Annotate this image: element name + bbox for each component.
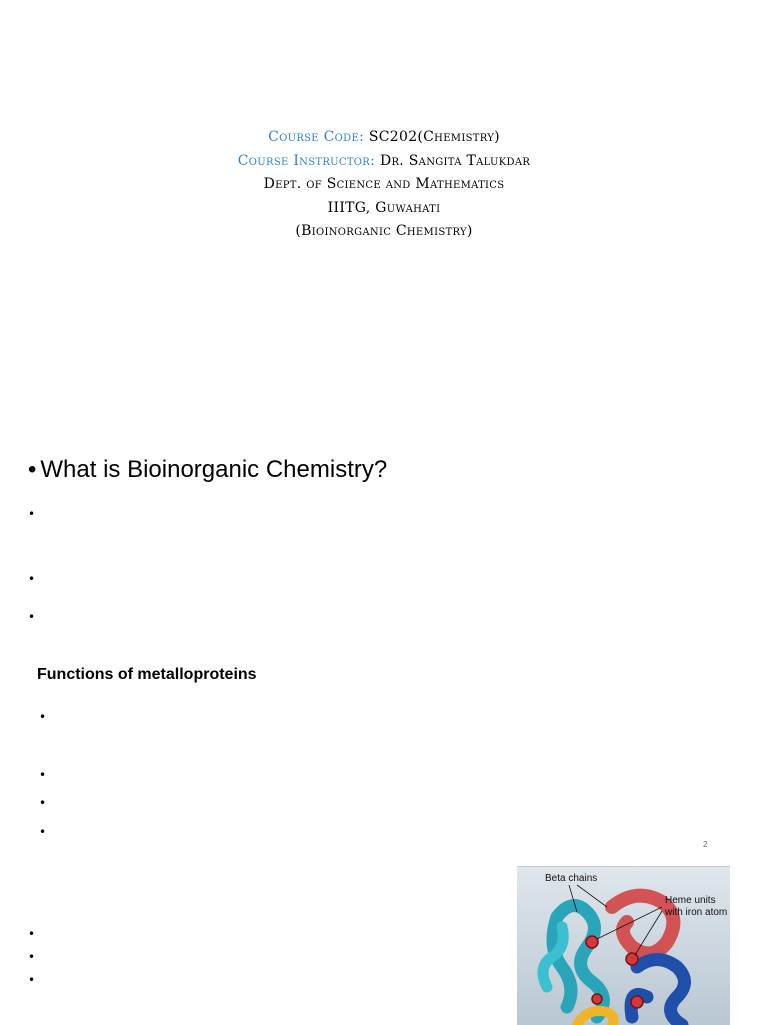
slide-heading xyxy=(28,456,387,484)
course-code-value: SC202(Chemistry) xyxy=(368,129,500,145)
instructor-line xyxy=(0,150,768,174)
instructor-value: Dr. Sangita Talukdar xyxy=(379,152,531,169)
subheading: Functions of metalloproteins xyxy=(37,666,257,683)
page-number: 2 xyxy=(703,840,708,849)
hemoglobin-illustration xyxy=(517,867,730,1025)
bullet-icon: • xyxy=(28,507,36,521)
bullet-icon: • xyxy=(39,825,47,839)
bullet-icon: • xyxy=(28,973,36,987)
bullet-icon: • xyxy=(28,927,36,941)
bullet-icon: • xyxy=(39,710,47,724)
course-code-line xyxy=(0,126,768,150)
heme-unit xyxy=(592,994,602,1004)
instructor-label: Course Instructor: xyxy=(237,152,376,169)
topic: (Bioinorganic Chemistry) xyxy=(295,223,473,239)
bullet-icon: • xyxy=(28,610,36,624)
department: Dept. of Science and Mathematics xyxy=(263,176,505,192)
bullet-icon: • xyxy=(39,796,47,810)
beta-chains-label: Beta chains xyxy=(545,873,598,884)
bullet-icon: • xyxy=(28,950,36,964)
institute: IIITG, Guwahati xyxy=(327,199,441,216)
bullet-icon: • xyxy=(39,768,47,782)
heading-text: What is Bioinorganic Chemistry? xyxy=(40,456,388,483)
title-block xyxy=(0,126,768,244)
heme-unit xyxy=(631,996,643,1008)
heme-unit xyxy=(626,953,638,965)
hemoglobin-figure xyxy=(517,866,730,1025)
course-code-label: Course Code: xyxy=(268,129,365,145)
heme-unit xyxy=(586,936,598,948)
heme-units-label-1: Heme units xyxy=(665,895,716,906)
bullet-icon: • xyxy=(28,572,36,586)
bullet-icon: • xyxy=(28,456,37,483)
heme-units-label-2: with iron atom xyxy=(665,907,728,918)
